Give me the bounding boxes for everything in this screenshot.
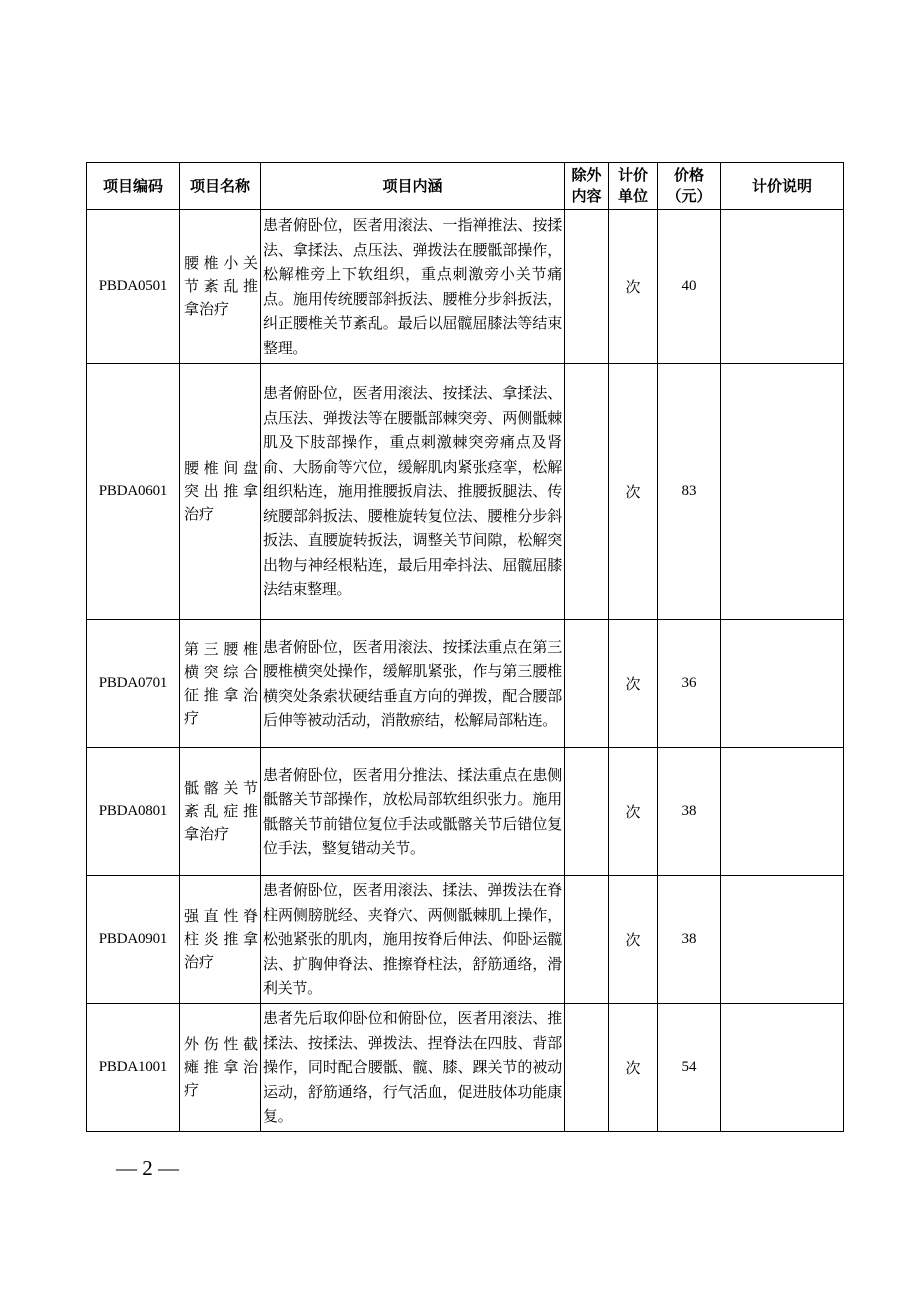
- item-code: PBDA0701: [87, 620, 180, 748]
- item-content: 患者俯卧位，医者用滚法、按揉法重点在第三腰椎横突处操作，缓解肌紧张，作与第三腰椎横突处条索状硬结垂直方向的弹拨，配合腰部后伸等被动活动，消散瘀结，松解局部粘连。: [261, 620, 565, 748]
- item-price: 54: [658, 1004, 721, 1132]
- item-price: 83: [658, 364, 721, 620]
- item-content: 患者俯卧位，医者用分推法、揉法重点在患侧骶髂关节部操作，放松局部软组织张力。施用骶髂关节前错位复位手法或骶髂关节后错位复位手法，整复错动关节。: [261, 748, 565, 876]
- item-note: [721, 1004, 844, 1132]
- item-content: 患者俯卧位，医者用滚法、按揉法、拿揉法、点压法、弹拨法等在腰骶部棘突旁、两侧骶棘肌及下肢部操作，重点刺激棘突旁痛点及肾俞、大肠俞等穴位，缓解肌肉紧张痉挛，松解组织粘连，施用推腰扳肩法、推腰扳腿法、传统腰部斜扳法、腰椎旋转复位法、腰椎分步斜扳法、直腰旋转扳法，调整关节间隙，松解突出物与神经根粘连，最后用牵抖法、屈髋屈膝法结束整理。: [261, 364, 565, 620]
- item-content: 患者俯卧位，医者用滚法、一指禅推法、按揉法、拿揉法、点压法、弹拨法在腰骶部操作，松解椎旁上下软组织，重点刺激旁小关节痛点。施用传统腰部斜扳法、腰椎分步斜扳法，纠正腰椎关节紊乱。最后以屈髋屈膝法等结束整理。: [261, 210, 565, 364]
- item-excluded: [565, 210, 609, 364]
- item-unit: 次: [609, 364, 658, 620]
- item-name: 强直性脊柱炎推拿治疗: [180, 876, 261, 1004]
- page-number: — 2 —: [116, 1156, 179, 1180]
- item-content: 患者先后取仰卧位和俯卧位，医者用滚法、推揉法、按揉法、弹拨法、捏脊法在四肢、背部操作，同时配合腰骶、髋、膝、踝关节的被动运动，舒筋通络，行气活血，促进肢体功能康复。: [261, 1004, 565, 1132]
- header-excluded-line1: 除外: [571, 166, 602, 184]
- table-row: [87, 748, 844, 876]
- item-unit: 次: [609, 210, 658, 364]
- header-excluded-line2: 内容: [571, 187, 602, 205]
- header-price-line2: （元）: [666, 187, 712, 205]
- table-row: [87, 364, 844, 620]
- header-name: 项目名称: [180, 163, 261, 210]
- item-excluded: [565, 1004, 609, 1132]
- item-excluded: [565, 748, 609, 876]
- header-unit-line1: 计价: [617, 166, 648, 184]
- header-content: 项目内涵: [261, 163, 565, 210]
- header-unit: [609, 163, 658, 210]
- item-note: [721, 876, 844, 1004]
- item-excluded: [565, 364, 609, 620]
- item-code: PBDA0601: [87, 364, 180, 620]
- header-code: 项目编码: [87, 163, 180, 210]
- item-unit: 次: [609, 748, 658, 876]
- header-row: [87, 163, 844, 210]
- item-note: [721, 364, 844, 620]
- header-price: [658, 163, 721, 210]
- item-unit: 次: [609, 876, 658, 1004]
- table-row: [87, 210, 844, 364]
- item-name: 腰椎小关节紊乱推拿治疗: [180, 210, 261, 364]
- item-code: PBDA1001: [87, 1004, 180, 1132]
- item-price: 36: [658, 620, 721, 748]
- item-note: [721, 748, 844, 876]
- header-price-line1: 价格: [673, 166, 704, 184]
- item-price: 40: [658, 210, 721, 364]
- item-excluded: [565, 876, 609, 1004]
- item-code: PBDA0901: [87, 876, 180, 1004]
- item-note: [721, 620, 844, 748]
- header-excluded: [565, 163, 609, 210]
- item-name: 外伤性截瘫推拿治疗: [180, 1004, 261, 1132]
- item-code: PBDA0501: [87, 210, 180, 364]
- item-excluded: [565, 620, 609, 748]
- table-row: [87, 1004, 844, 1132]
- item-unit: 次: [609, 620, 658, 748]
- fee-table: [86, 162, 844, 1132]
- item-code: PBDA0801: [87, 748, 180, 876]
- table-row: [87, 620, 844, 748]
- header-note: 计价说明: [721, 163, 844, 210]
- item-unit: 次: [609, 1004, 658, 1132]
- item-price: 38: [658, 748, 721, 876]
- table-row: [87, 876, 844, 1004]
- item-name: 腰椎间盘突出推拿治疗: [180, 364, 261, 620]
- item-content: 患者俯卧位，医者用滚法、揉法、弹拨法在脊柱两侧膀胱经、夹脊穴、两侧骶棘肌上操作，松弛紧张的肌肉，施用按脊后伸法、仰卧运髋法、扩胸伸脊法、推擦脊柱法，舒筋通络，滑利关节。: [261, 876, 565, 1004]
- item-name: 第三腰椎横突综合征推拿治疗: [180, 620, 261, 748]
- header-unit-line2: 单位: [617, 187, 648, 205]
- item-note: [721, 210, 844, 364]
- item-name: 骶髂关节紊乱症推拿治疗: [180, 748, 261, 876]
- item-price: 38: [658, 876, 721, 1004]
